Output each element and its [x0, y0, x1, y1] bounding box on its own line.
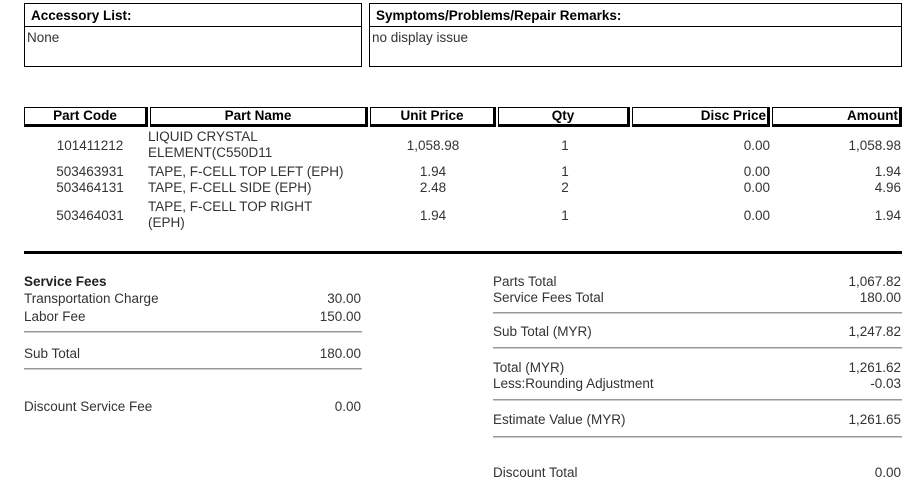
qty-cell: 1 — [561, 164, 569, 179]
total-value: 1,261.62 — [848, 360, 901, 375]
amount-cell: 1.94 — [874, 208, 901, 223]
part-code-cell: 503464131 — [56, 180, 124, 195]
transportation-label: Transportation Charge — [24, 291, 159, 306]
unit-price-cell: 1,058.98 — [406, 138, 460, 153]
service-fees-total-label: Service Fees Total — [493, 290, 604, 305]
accessory-list-box — [24, 3, 362, 67]
divider — [493, 347, 902, 349]
disc-price-cell: 0.00 — [743, 180, 770, 195]
accessory-list-value: None — [27, 30, 60, 45]
part-name-cell: TAPE, F-CELL TOP LEFT (EPH) — [148, 164, 344, 179]
service-subtotal-label: Sub Total — [24, 346, 81, 361]
estimate-value-value: 1,261.65 — [848, 412, 901, 427]
header-qty: Qty — [498, 107, 630, 127]
rounding-adjustment-value: -0.03 — [870, 376, 901, 391]
labor-fee-value: 150.00 — [319, 309, 361, 324]
sub-total-label: Sub Total (MYR) — [493, 324, 592, 339]
qty-cell: 2 — [561, 180, 569, 195]
part-code-cell: 101411212 — [56, 138, 124, 153]
divider — [370, 26, 901, 27]
estimate-value-label: Estimate Value (MYR) — [493, 412, 626, 427]
labor-fee-label: Labor Fee — [24, 309, 86, 324]
divider — [493, 312, 902, 314]
qty-cell: 1 — [561, 208, 569, 223]
qty-cell: 1 — [561, 138, 569, 153]
discount-service-fee-label: Discount Service Fee — [24, 399, 153, 414]
part-name-cell-line2: (EPH) — [148, 215, 185, 230]
part-name-cell-line2: ELEMENT(C550D11 — [148, 145, 273, 160]
service-subtotal-value: 180.00 — [319, 346, 361, 361]
part-name-cell: TAPE, F-CELL TOP RIGHT — [148, 199, 313, 214]
header-amount: Amount — [772, 107, 902, 127]
part-name-cell: LIQUID CRYSTAL — [148, 129, 258, 144]
disc-price-cell: 0.00 — [743, 164, 770, 179]
header-unit-price: Unit Price — [370, 107, 496, 127]
total-label: Total (MYR) — [493, 360, 565, 375]
amount-cell: 4.96 — [874, 180, 901, 195]
unit-price-cell: 1.94 — [419, 164, 447, 179]
part-code-cell: 503463931 — [56, 164, 124, 179]
remarks-value: no display issue — [372, 30, 469, 45]
disc-price-cell: 0.00 — [743, 208, 770, 223]
header-part-name: Part Name — [150, 107, 368, 127]
part-name-cell: TAPE, F-CELL SIDE (EPH) — [148, 180, 312, 195]
transportation-value: 30.00 — [327, 291, 361, 306]
service-fees-title: Service Fees — [24, 274, 107, 289]
amount-cell: 1.94 — [874, 164, 901, 179]
disc-price-cell: 0.00 — [743, 138, 770, 153]
service-fees-total-value: 180.00 — [859, 290, 901, 305]
unit-price-cell: 2.48 — [419, 180, 447, 195]
rounding-adjustment-label: Less:Rounding Adjustment — [493, 376, 654, 391]
discount-service-fee-value: 0.00 — [334, 399, 361, 414]
divider — [24, 368, 362, 370]
header-disc-price: Disc Price — [632, 107, 770, 127]
divider — [493, 399, 902, 401]
divider — [25, 26, 361, 27]
divider — [24, 331, 362, 333]
header-part-code: Part Code — [24, 107, 148, 127]
remarks-box — [369, 3, 902, 67]
unit-price-cell: 1.94 — [419, 208, 447, 223]
sub-total-value: 1,247.82 — [848, 324, 901, 339]
remarks-title: Symptoms/Problems/Repair Remarks: — [376, 8, 622, 23]
discount-total-value: 0.00 — [874, 465, 901, 480]
part-code-cell: 503464031 — [56, 208, 124, 223]
amount-cell: 1,058.98 — [848, 138, 901, 153]
accessory-list-title: Accessory List: — [31, 8, 132, 23]
parts-total-value: 1,067.82 — [848, 274, 901, 289]
discount-total-label: Discount Total — [493, 465, 578, 480]
divider — [493, 436, 902, 438]
table-bottom-rule — [24, 251, 902, 254]
parts-total-label: Parts Total — [493, 274, 557, 289]
